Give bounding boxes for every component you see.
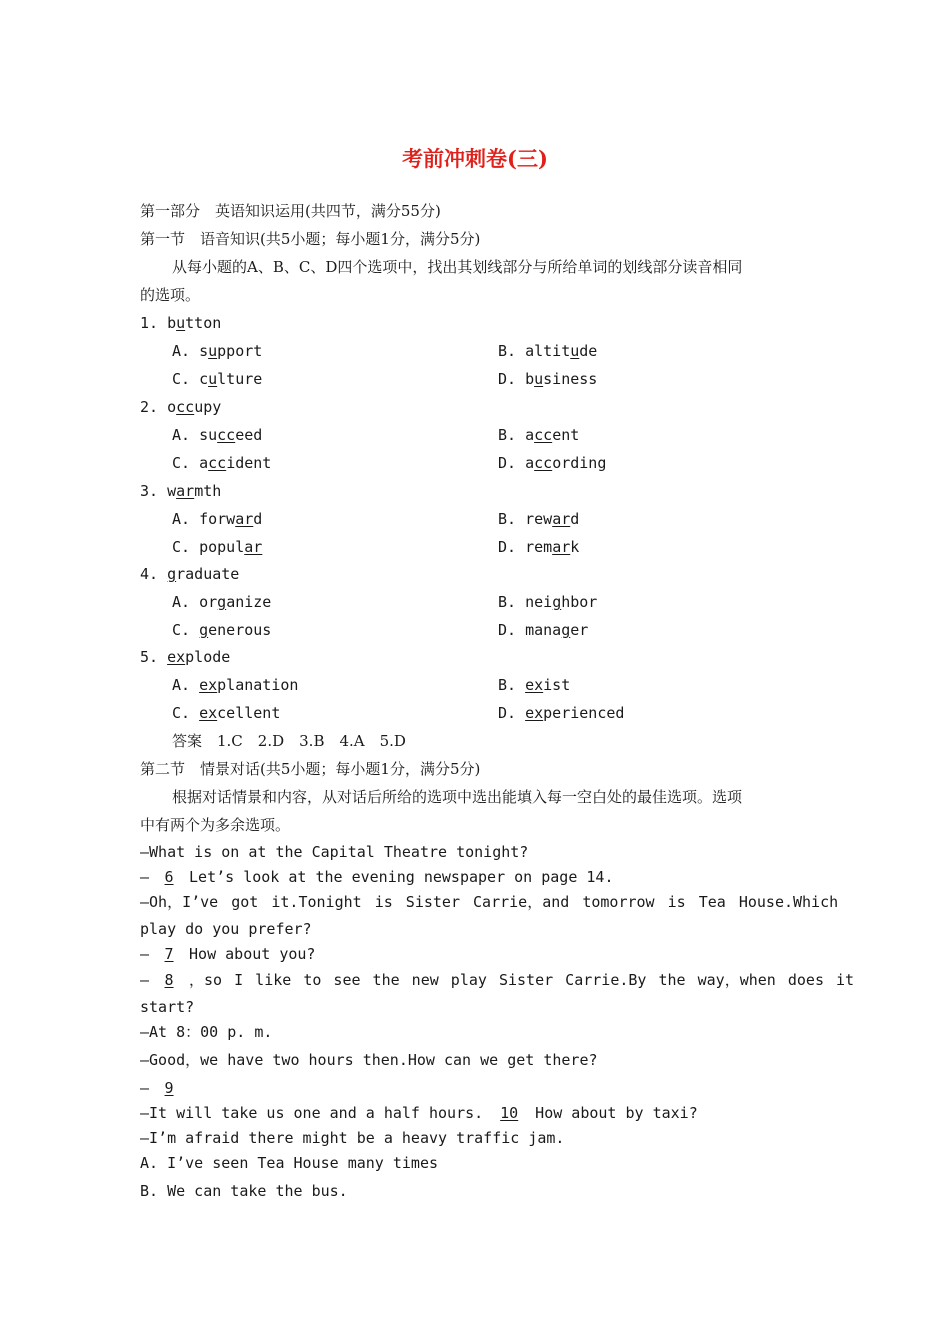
section2-instruction-cont: 中有两个为多余选项。 bbox=[140, 816, 291, 834]
question-4-option-d: D. manager bbox=[498, 621, 589, 639]
question-3-stem: 3. warmth bbox=[140, 482, 222, 500]
question-4-option-a: A. organize bbox=[172, 593, 272, 611]
question-4-stem: 4. graduate bbox=[140, 565, 240, 583]
dialogue-line: —It will take us one and a half hours. 10 How about by taxi? bbox=[140, 1104, 698, 1122]
section1-instruction: 从每小题的A、B、C、D四个选项中，找出其划线部分与所给单词的划线部分读音相同 bbox=[172, 258, 743, 276]
question-2-option-d: D. according bbox=[498, 454, 607, 472]
question-3-option-a: A. forward bbox=[172, 510, 263, 528]
dialogue-line: —Good，we have two hours then.How can we get there? bbox=[140, 1051, 598, 1069]
dialogue-line: play do you prefer? bbox=[140, 920, 312, 938]
dialogue-line: —What is on at the Capital Theatre tonight? bbox=[140, 843, 529, 861]
question-1-option-d: D. business bbox=[498, 370, 598, 388]
question-5-option-c: C. excellent bbox=[172, 704, 281, 722]
blank-9: 9 bbox=[164, 1079, 174, 1097]
dialogue-line: — 8 ，so I like to see the new play Sister Carrie.By the way，when does it bbox=[140, 971, 855, 989]
question-1-option-a: A. support bbox=[172, 342, 263, 360]
section2-instruction: 根据对话情景和内容，从对话后所给的选项中选出能填入每一空白处的最佳选项。选项 bbox=[172, 788, 743, 806]
dialogue-line: — 7 How about you? bbox=[140, 945, 316, 963]
question-1-stem: 1. button bbox=[140, 314, 222, 332]
question-4-option-b: B. neighbor bbox=[498, 593, 598, 611]
question-1-option-c: C. culture bbox=[172, 370, 263, 388]
blank-10: 10 bbox=[500, 1104, 519, 1122]
question-2-option-a: A. succeed bbox=[172, 426, 263, 444]
choice-a: A. I’ve seen Tea House many times bbox=[140, 1154, 439, 1172]
blank-6: 6 bbox=[164, 868, 174, 886]
page-title: 考前冲刺卷(三) bbox=[402, 146, 548, 171]
blank-7: 7 bbox=[164, 945, 174, 963]
dialogue-line: — 6 Let’s look at the evening newspaper on page 14. bbox=[140, 868, 614, 886]
answer-key: 答案 1.C 2.D 3.B 4.A 5.D bbox=[172, 732, 406, 750]
question-2-option-b: B. accent bbox=[498, 426, 580, 444]
question-3-option-d: D. remark bbox=[498, 538, 580, 556]
section1-instruction-cont: 的选项。 bbox=[140, 286, 201, 304]
dialogue-line: —I’m afraid there might be a heavy traffic jam. bbox=[140, 1129, 565, 1147]
question-2-stem: 2. occupy bbox=[140, 398, 222, 416]
question-3-option-c: C. popular bbox=[172, 538, 263, 556]
section2-heading: 第二节 情景对话(共5小题；每小题1分，满分5分) bbox=[140, 760, 481, 778]
question-5-option-b: B. exist bbox=[498, 676, 571, 694]
question-2-option-c: C. accident bbox=[172, 454, 272, 472]
part1-heading: 第一部分 英语知识运用(共四节，满分55分) bbox=[140, 202, 441, 220]
dialogue-line: —At 8：00 p. m. bbox=[140, 1023, 273, 1041]
choice-b: B. We can take the bus. bbox=[140, 1182, 348, 1200]
question-1-option-b: B. altitude bbox=[498, 342, 598, 360]
question-4-option-c: C. generous bbox=[172, 621, 272, 639]
question-3-option-b: B. reward bbox=[498, 510, 580, 528]
dialogue-line: —Oh，I’ve got it.Tonight is Sister Carrie，and tomorrow is Tea House.Which bbox=[140, 893, 839, 911]
section1-heading: 第一节 语音知识(共5小题；每小题1分，满分5分) bbox=[140, 230, 481, 248]
dialogue-line: start? bbox=[140, 998, 195, 1016]
question-5-option-a: A. explanation bbox=[172, 676, 299, 694]
blank-8: 8 bbox=[164, 971, 174, 989]
dialogue-line: — 9 bbox=[140, 1078, 189, 1098]
question-5-stem: 5. explode bbox=[140, 648, 231, 666]
question-5-option-d: D. experienced bbox=[498, 704, 625, 722]
